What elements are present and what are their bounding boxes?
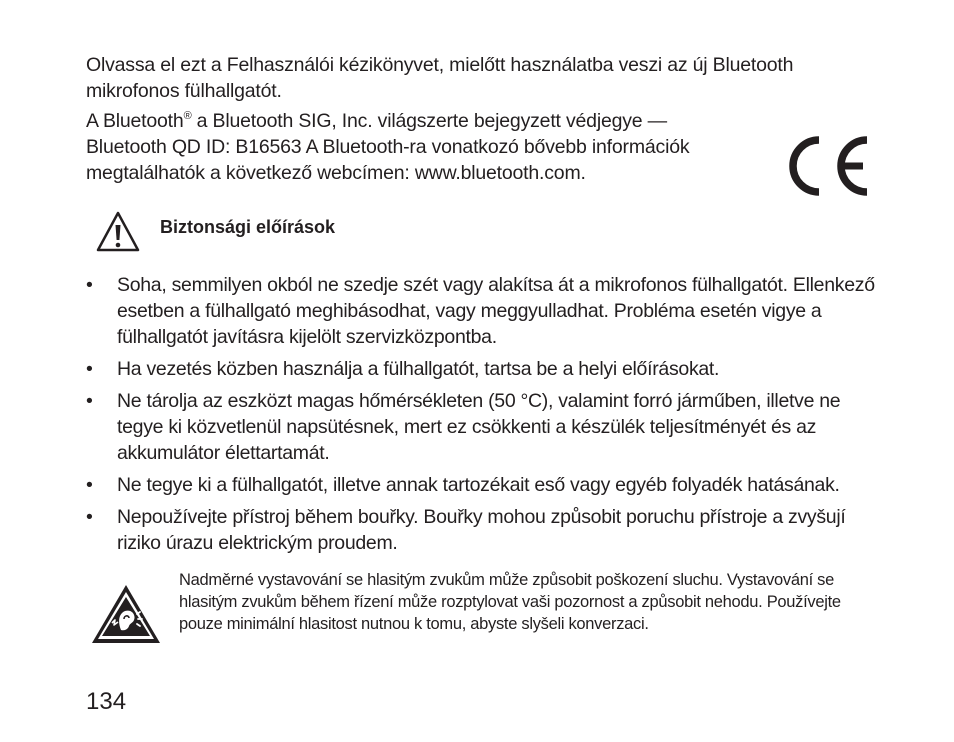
trademark-text: a Bluetooth SIG, Inc. világszerte bejegyzett védjegye — Bluetooth QD ID: B16563 A Bluetooth-ra vonatkozó bővebb információk megtalálhatók a következő webcímen: www.bluetooth.com. <box>86 110 690 184</box>
list-item <box>86 356 876 382</box>
bullet: • <box>86 390 93 412</box>
page-number: 134 <box>86 688 127 715</box>
list-item-text: Ne tárolja az eszközt magas hőmérsékleten (50 °C), valamint forró járműben, illetve ne tegye ki közvetlenül napsütésnek, mert ez csökkenti a készülék teljesítményét és az akkumulátor élettartamát. <box>117 390 841 464</box>
bullet: • <box>86 506 93 528</box>
bullet: • <box>86 474 93 496</box>
list-item <box>86 472 876 498</box>
hearing-warning-text: Nadměrné vystavování se hlasitým zvukům může způsobit poškození sluchu. Vystavování se hlasitým zvukům během řízení může rozptylovat vaši pozornost a způsobit nehodu. Používejte pouze minimální hlasitost nutnou k tomu, abyste slyšeli konverzaci. <box>179 571 841 633</box>
list-item-text: Nepoužívejte přístroj během bouřky. Bouřky mohou způsobit poruchu přístroje a zvyšují riziko úrazu elektrickým proudem. <box>117 506 846 554</box>
trademark-paragraph <box>86 108 746 186</box>
hearing-damage-icon <box>90 583 162 645</box>
list-item-text: Soha, semmilyen okból ne szedje szét vagy alakítsa át a mikrofonos fülhallgatót. Ellenkező esetben a fülhallgató meghibásodhat, vagy meggyulladhat. Probléma esetén vigye a fülhallgatót javításra kijelölt szervizközpontba. <box>117 274 875 348</box>
safety-title: Biztonsági előírások <box>160 217 336 237</box>
trademark-prefix: A Bluetooth <box>86 110 184 132</box>
registered-symbol: ® <box>183 110 192 122</box>
intro-paragraph: Olvassa el ezt a Felhasználói kézikönyvet, mielőtt használatba veszi az új Bluetooth mikrofonos fülhallgatót. <box>86 54 794 102</box>
list-item <box>86 504 876 556</box>
list-item <box>86 388 876 466</box>
bullet: • <box>86 274 93 296</box>
bullet: • <box>86 358 93 380</box>
list-item-text: Ha vezetés közben használja a fülhallgatót, tartsa be a helyi előírásokat. <box>117 358 720 380</box>
warning-icon <box>96 210 140 254</box>
list-item-text: Ne tegye ki a fülhallgatót, illetve annak tartozékait eső vagy egyéb folyadék hatásának. <box>117 474 840 496</box>
ce-mark-icon <box>779 132 871 200</box>
list-item <box>86 272 876 350</box>
safety-list <box>86 272 876 562</box>
